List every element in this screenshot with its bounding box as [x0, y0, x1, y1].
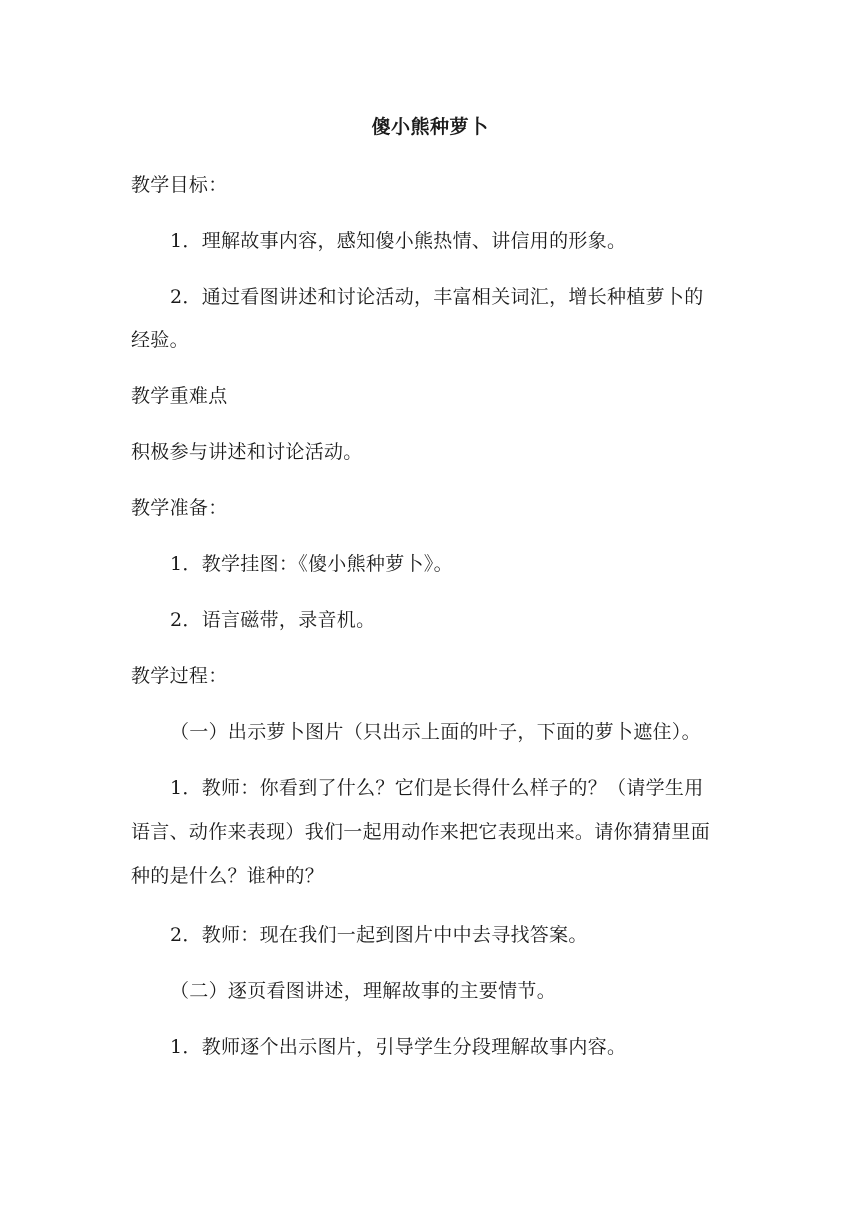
process-step-1-item-1: 1．教师：你看到了什么？它们是长得什么样子的？（请学生用	[170, 777, 704, 799]
heading-preparation: 教学准备：	[131, 497, 228, 519]
process-step-2-heading: （二）逐页看图讲述，理解故事的主要情节。	[170, 980, 557, 1002]
process-step-1-item-2: 2．教师：现在我们一起到图片中中去寻找答案。	[170, 924, 588, 946]
goal-item-2: 2．通过看图讲述和讨论活动，丰富相关词汇，增长种植萝卜的	[170, 286, 704, 308]
heading-key-difficulties: 教学重难点	[131, 385, 228, 407]
heading-process: 教学过程：	[131, 665, 228, 687]
process-step-1-heading: （一）出示萝卜图片（只出示上面的叶子，下面的萝卜遮住）。	[170, 721, 701, 743]
goal-item-1: 1．理解故事内容，感知傻小熊热情、讲信用的形象。	[170, 230, 627, 252]
heading-teaching-goals: 教学目标：	[131, 174, 228, 196]
process-step-1-item-1-continued: 语言、动作来表现）我们一起用动作来把它表现出来。请你猜猜里面	[131, 821, 711, 843]
preparation-item-2: 2．语言磁带，录音机。	[170, 609, 376, 631]
preparation-item-1: 1．教学挂图：《傻小熊种萝卜》。	[170, 553, 453, 575]
process-step-1-item-1-continued-2: 种的是什么？谁种的？	[131, 865, 325, 887]
document-title: 傻小熊种萝卜	[371, 116, 489, 138]
goal-item-2-continued: 经验。	[131, 329, 189, 351]
key-difficulties-text: 积极参与讲述和讨论活动。	[131, 441, 363, 463]
process-step-2-item-1: 1．教师逐个出示图片，引导学生分段理解故事内容。	[170, 1036, 627, 1058]
